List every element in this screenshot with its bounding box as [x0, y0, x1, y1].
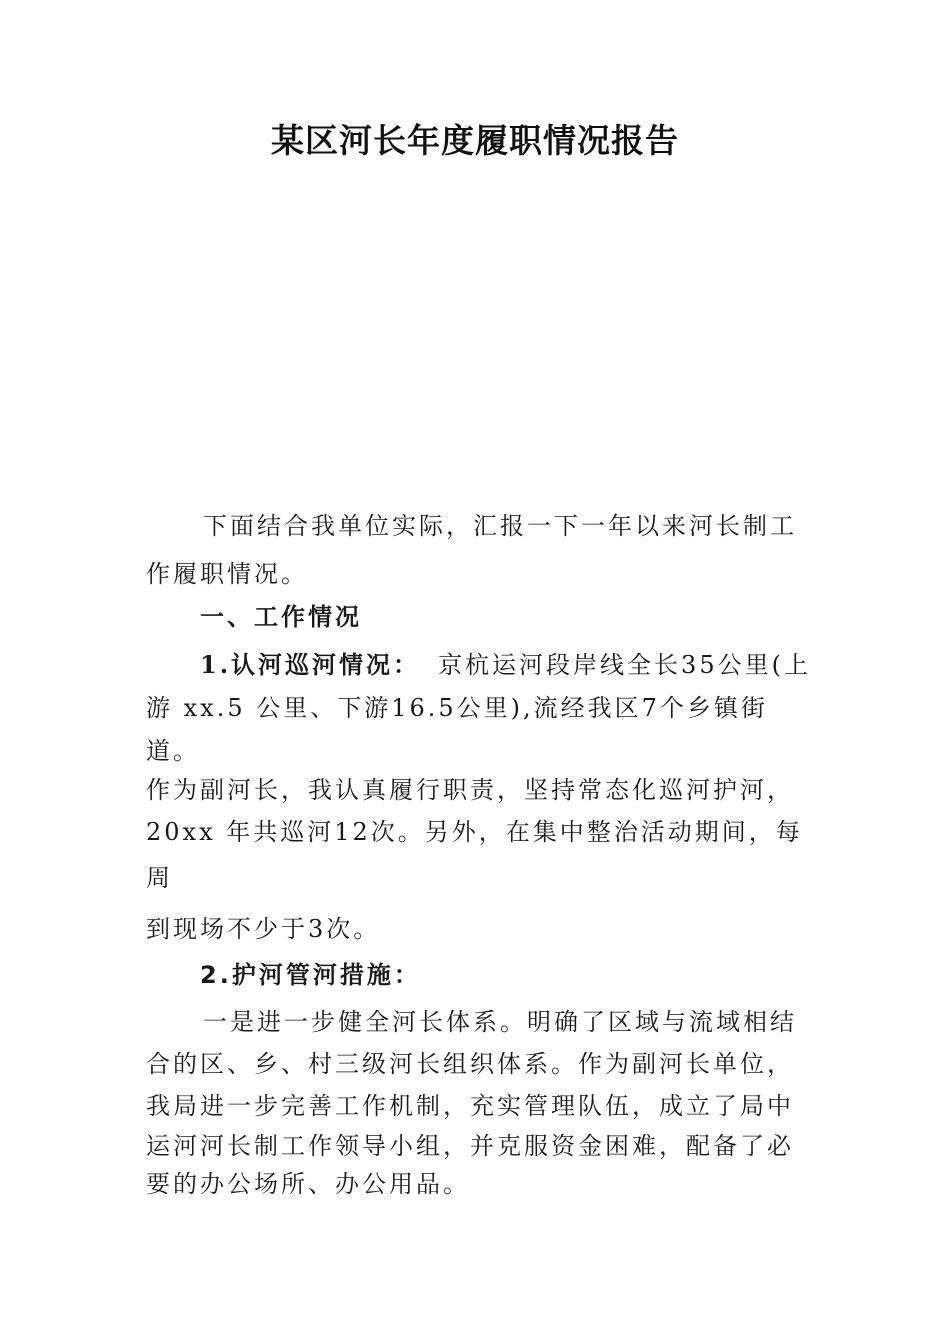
- item2-line-5: 要的办公场所、办公用品。: [146, 1170, 470, 1198]
- item1-first-line: [200, 645, 811, 680]
- item2-line-2: 合的区、乡、村三级河长组织体系。作为副河长单位，: [146, 1050, 794, 1078]
- section-heading-work: 一、工作情况: [200, 603, 362, 631]
- document-title: 某区河长年度履职情况报告: [271, 121, 679, 160]
- item1-line-6: 周: [146, 864, 173, 892]
- item1-line-5: 20xx 年共巡河12次。另外，在集中整治活动期间，每: [146, 818, 803, 846]
- item1-line-3: 道。: [146, 737, 200, 765]
- intro-line-1: 下面结合我单位实际，汇报一下一年以来河长制工: [203, 512, 797, 540]
- item1-line-7: 到现场不少于3次。: [146, 915, 381, 943]
- item1-label: 1.认河巡河情况：: [200, 650, 421, 679]
- item1-text: 京杭运河段岸线全长35公里(上: [438, 651, 811, 679]
- item1-line-2: 游 xx.5 公里、下游16.5公里),流经我区7个乡镇街: [146, 694, 768, 722]
- item2-line-1: 一是进一步健全河长体系。明确了区域与流域相结: [203, 1008, 797, 1036]
- item1-line-4: 作为副河长，我认真履行职责，坚持常态化巡河护河，: [146, 776, 794, 804]
- item2-line-3: 我局进一步完善工作机制，充实管理队伍，成立了局中: [146, 1092, 794, 1120]
- item2-label: 2.护河管河措施：: [200, 961, 421, 989]
- item2-line-4: 运河河长制工作领导小组，并克服资金困难，配备了必: [146, 1132, 794, 1160]
- intro-line-2: 作履职情况。: [146, 560, 308, 588]
